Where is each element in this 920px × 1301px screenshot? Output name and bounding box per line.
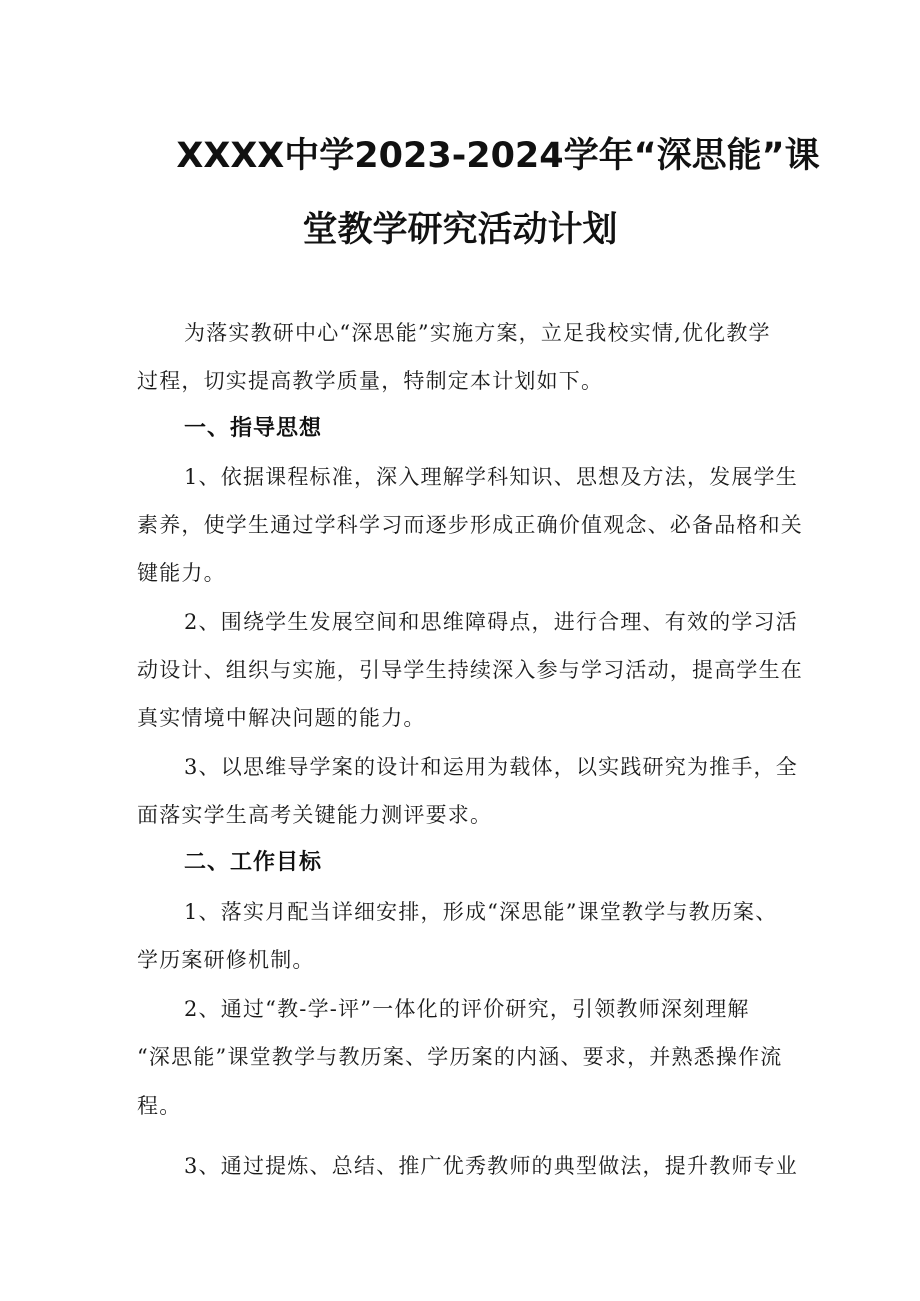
section1-item2-line-2: 动设计、组织与实施，引导学生持续深入参与学习活动，提高学生在 [137, 658, 803, 682]
section-heading-work-goals: 二、工作目标 [184, 850, 323, 875]
document-title-line-1: XXXX中学2023-2024学年“深思能”课 [176, 136, 820, 176]
section1-item3-line-1: 3、以思维导学案的设计和运用为载体，以实践研究为推手，全 [184, 755, 798, 779]
section2-item2-line-2: “深思能”课堂教学与教历案、学历案的内涵、要求，并熟悉操作流 [137, 1045, 783, 1069]
intro-paragraph-line-1: 为落实教研中心“深思能”实施方案，立足我校实情,优化教学 [184, 321, 771, 345]
section2-item2-line-3: 程。 [137, 1094, 182, 1118]
section1-item3-line-2: 面落实学生高考关键能力测评要求。 [137, 803, 493, 827]
section2-item1-line-1: 1、落实月配当详细安排，形成“深思能”课堂教学与教历案、 [184, 900, 778, 924]
section2-item3-line-1: 3、通过提炼、总结、推广优秀教师的典型做法，提升教师专业 [184, 1154, 798, 1178]
section2-item2-line-1: 2、通过“教-学-评”一体化的评价研究，引领教师深刻理解 [184, 997, 750, 1021]
section2-item1-line-2: 学历案研修机制。 [137, 948, 315, 972]
section-heading-guiding-thought: 一、指导思想 [184, 416, 323, 441]
section1-item1-line-1: 1、依据课程标准，深入理解学科知识、思想及方法，发展学生 [184, 465, 798, 489]
section1-item2-line-3: 真实情境中解决问题的能力。 [137, 706, 426, 730]
document-title-line-2: 堂教学研究活动计划 [302, 210, 618, 250]
section1-item1-line-2: 素养，使学生通过学科学习而逐步形成正确价值观念、必备品格和关 [137, 513, 803, 537]
section1-item1-line-3: 键能力。 [137, 561, 226, 585]
section1-item2-line-1: 2、围绕学生发展空间和思维障碍点，进行合理、有效的学习活 [184, 610, 798, 634]
intro-paragraph-line-2: 过程，切实提高教学质量，特制定本计划如下。 [137, 369, 604, 393]
